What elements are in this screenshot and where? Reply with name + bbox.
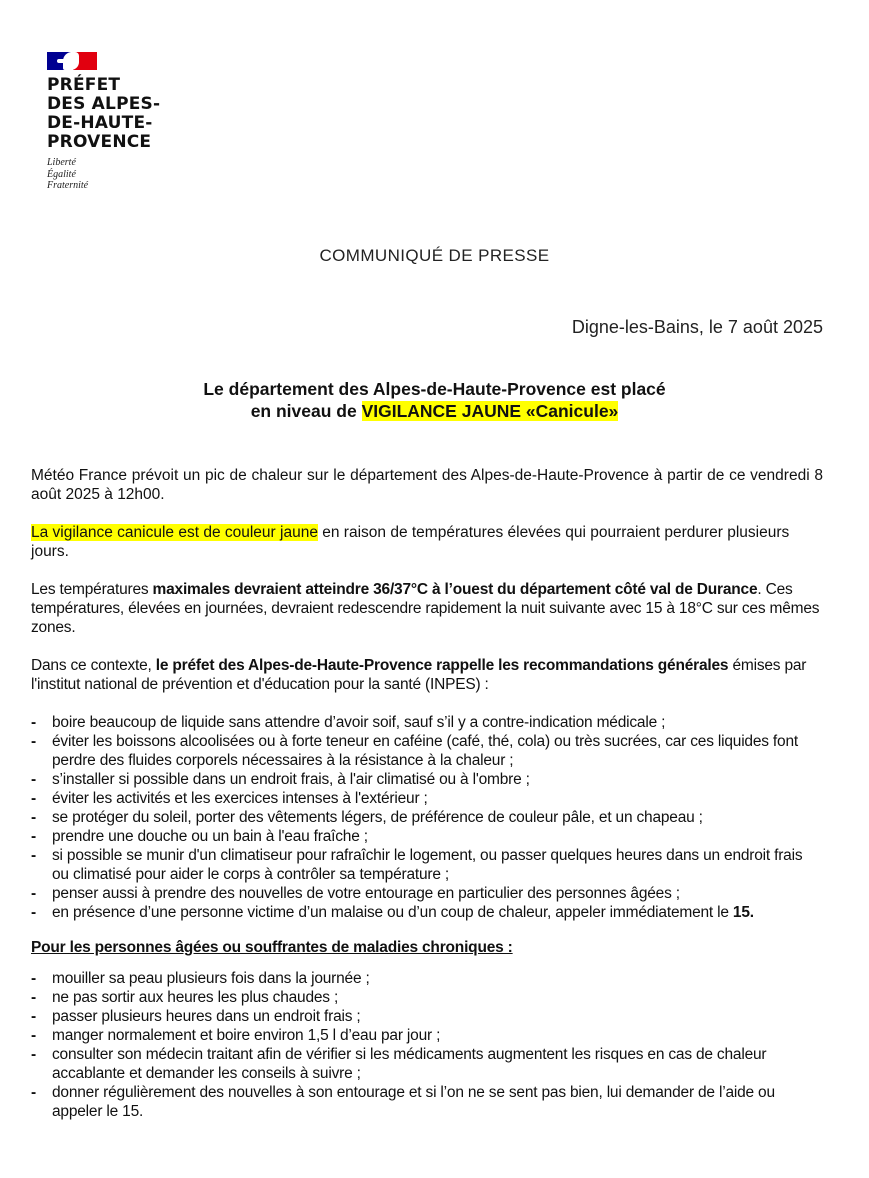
list-item: - boire beaucoup de liquide sans attendre d’avoir soif, sauf s’il y a contre-indication médicale ; [31,713,823,732]
prefecture-name [47,76,160,152]
list-item [31,903,823,922]
paragraph-context [31,656,823,694]
prefecture-name-line: DE-HAUTE- [47,113,153,133]
paragraph-text: en raison de températures élevées qui pourraient perdurer plusieurs jours. [31,524,790,560]
paragraph-text: . Ces températures, élevées en journées, devraient redescendre rapidement la nuit suivante avec 15 à 18°C sur ces mêmes zones. [31,581,820,636]
paragraph-forecast: Météo France prévoit un pic de chaleur sur le département des Alpes-de-Haute-Provence à partir de ce vendredi 8 août 2025 à 12h00. [31,467,823,503]
title-line-2-prefix: en niveau de [250,401,362,421]
paragraph-text: Dans ce contexte, [31,657,156,674]
prefecture-name-line: PROVENCE [47,132,152,152]
press-release-title [0,378,869,422]
list-item-text: en présence d’une personne victime d’un malaise ou d’un coup de chaleur, appeler immédiatement le [52,904,733,921]
title-line-2 [0,400,869,422]
prefecture-name-line: DES ALPES- [47,94,161,114]
general-recommendations-list [31,713,823,922]
elderly-subheading: Pour les personnes âgées ou souffrantes de maladies chroniques : [31,939,513,956]
paragraph-temperatures [31,580,823,637]
list-item: - penser aussi à prendre des nouvelles de votre entourage en particulier des personnes âgées ; [31,884,823,903]
bold-text: maximales devraient atteindre 36/37°C à l’ouest du département côté val de Durance [152,581,758,598]
paragraph-vigilance [31,523,823,561]
list-item: - s’installer si possible dans un endroit frais, à l'air climatisé ou à l'ombre ; [31,770,823,789]
motto-line: Égalité [47,168,76,180]
list-item: - éviter les activités et les exercices intenses à l'extérieur ; [31,789,823,808]
prefecture-name-line: PRÉFET [47,75,121,95]
prefecture-logo [47,52,160,192]
document-type: COMMUNIQUÉ DE PRESSE [319,246,550,265]
bold-text: le préfet des Alpes-de-Haute-Provence rappelle les recommandations générales [155,657,729,674]
list-item: - si possible se munir d'un climatiseur pour rafraîchir le logement, ou passer quelques heures dans un endroit frais ou climatisé pour aider le corps à contrôler sa température ; [31,846,823,884]
list-item: - consulter son médecin traitant afin de vérifier si les médicaments augmentent les risques en cas de chaleur accablante et demander les conseils à suivre ; [31,1045,823,1083]
press-release-body [31,466,823,1137]
marianne-flag-icon [47,52,97,70]
list-item: - prendre une douche ou un bain à l'eau fraîche ; [31,827,823,846]
list-item: - passer plusieurs heures dans un endroit frais ; [31,1007,823,1026]
list-item: - manger normalement et boire environ 1,5 l d’eau par jour ; [31,1026,823,1045]
elderly-recommendations-list [31,969,823,1121]
paragraph-text: Les températures [31,581,153,598]
title-line-1: Le département des Alpes-de-Haute-Provence est placé [203,379,666,399]
list-item: - mouiller sa peau plusieurs fois dans la journée ; [31,969,823,988]
republic-motto [47,157,160,192]
list-item: - ne pas sortir aux heures les plus chaudes ; [31,988,823,1007]
paragraph-text: émises par l'institut national de prévention et d'éducation pour la santé (INPES) : [31,657,807,693]
motto-line: Liberté [47,157,76,168]
list-item: - donner régulièrement des nouvelles à son entourage et si l’on ne se sent pas bien, lui demander de l’aide ou appeler le 15. [31,1083,823,1121]
vigilance-highlight: VIGILANCE JAUNE «Canicule» [361,401,619,421]
list-item: - éviter les boissons alcoolisées ou à forte teneur en caféine (café, thé, cola) ou très sucrées, car ces liquides font perdre des fluides corporels nécessaires à la résistance à la chaleur ; [31,732,823,770]
motto-line: Fraternité [47,180,89,191]
list-item: - se protéger du soleil, porter des vêtements légers, de préférence de couleur pâle, et un chapeau ; [31,808,823,827]
vigilance-color-highlight: La vigilance canicule est de couleur jaune [31,524,318,541]
place-date: Digne-les-Bains, le 7 août 2025 [571,317,823,337]
emergency-number: 15. [732,904,754,921]
